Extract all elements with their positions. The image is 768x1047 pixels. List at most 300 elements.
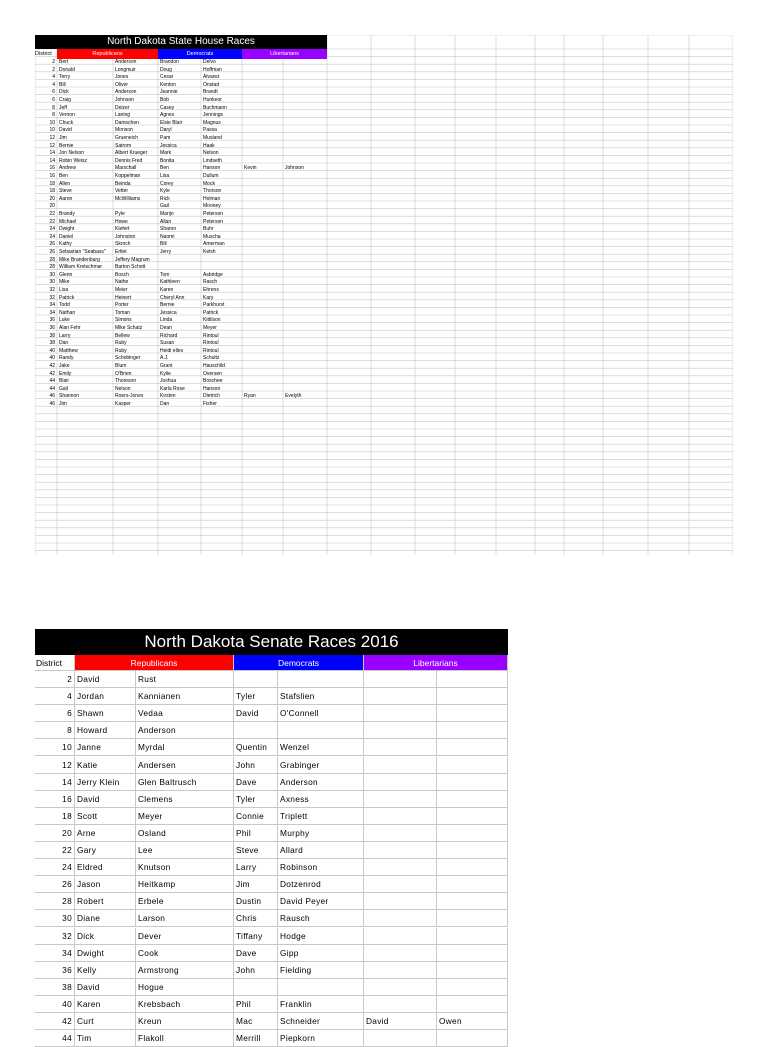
name-cell: Amerman: [203, 241, 225, 248]
name-cell: Nathan: [59, 309, 76, 316]
district-cell: 46: [49, 401, 55, 407]
name-cell: Jerry Klein: [75, 774, 136, 791]
house-header-district: District: [35, 51, 52, 57]
name-cell: Piepkorn: [278, 1030, 364, 1047]
name-cell: Kirsten: [160, 393, 176, 400]
district-cell: 44: [35, 1030, 75, 1047]
district-cell: 22: [49, 218, 55, 225]
name-cell: Buchmann: [203, 104, 227, 111]
table-row: [35, 279, 733, 287]
name-cell: Lindseth: [203, 157, 222, 164]
table-row: [35, 74, 733, 82]
district-cell: 24: [49, 226, 55, 233]
name-cell: Kittilson: [203, 317, 221, 324]
name-cell: Doug: [160, 66, 172, 73]
name-cell: Dean: [160, 325, 172, 331]
name-cell: Johnston: [115, 233, 136, 240]
table-row: [35, 127, 733, 135]
table-row: [35, 97, 733, 105]
name-cell: Jeff: [59, 104, 67, 111]
table-row: [35, 226, 733, 234]
name-cell: Craig: [59, 97, 71, 103]
name-cell: Alan Fehr: [59, 325, 81, 331]
name-cell: Dan: [59, 340, 69, 347]
name-cell: [364, 910, 437, 927]
district-cell: 22: [35, 842, 75, 859]
district-cell: 42: [49, 363, 55, 369]
district-cell: 14: [49, 150, 55, 157]
name-cell: Anderson: [115, 59, 137, 65]
name-cell: Bernie: [59, 142, 74, 149]
name-cell: Jessica: [160, 309, 177, 316]
table-row: [35, 158, 733, 166]
house-header-republicans: Republicans: [57, 49, 158, 59]
name-cell: Bellew: [115, 332, 130, 339]
district-cell: 18: [49, 188, 55, 195]
district-cell: 38: [49, 340, 55, 347]
name-cell: Anderson: [278, 774, 364, 791]
name-cell: [437, 893, 508, 910]
name-cell: Kylie: [160, 370, 171, 377]
name-cell: Fielding: [278, 962, 364, 979]
name-cell: Elsie Blair: [160, 119, 183, 126]
table-row: [35, 105, 733, 113]
name-cell: [278, 979, 364, 996]
name-cell: Steve: [234, 842, 278, 859]
name-cell: Flakoll: [136, 1030, 234, 1047]
name-cell: Nelson: [115, 385, 131, 392]
name-cell: Osland: [136, 825, 234, 842]
name-cell: Patrick: [203, 309, 219, 316]
name-cell: Hanson: [203, 165, 221, 172]
name-cell: Kreun: [136, 1013, 234, 1030]
name-cell: Quentin: [234, 739, 278, 756]
name-cell: [278, 722, 364, 739]
name-cell: Stafslien: [278, 688, 364, 705]
name-cell: [364, 1030, 437, 1047]
name-cell: Ben: [160, 165, 169, 172]
name-cell: [364, 774, 437, 791]
name-cell: Merrill: [234, 1030, 278, 1047]
table-row: [35, 264, 733, 272]
district-cell: 36: [49, 317, 55, 324]
name-cell: Jeffery Magrum: [115, 256, 150, 263]
district-cell: 36: [49, 325, 55, 331]
name-cell: Gipp: [278, 945, 364, 962]
name-cell: Rintoul: [203, 340, 219, 347]
district-cell: 32: [35, 928, 75, 945]
table-row: [35, 363, 733, 371]
table-row: [35, 257, 733, 265]
name-cell: Ben: [59, 173, 68, 179]
name-cell: Jon Nelson: [59, 150, 85, 157]
district-cell: 8: [52, 112, 55, 119]
name-cell: McWilliams: [115, 195, 141, 202]
table-row: [35, 181, 733, 189]
name-cell: Rintoul: [203, 347, 219, 354]
name-cell: Satrom: [115, 142, 132, 149]
district-cell: 20: [35, 825, 75, 842]
table-row: [35, 211, 733, 219]
name-cell: Matthew: [59, 347, 78, 354]
senate-title: North Dakota Senate Races 2016: [35, 629, 508, 655]
district-cell: 6: [52, 89, 55, 96]
district-cell: 16: [49, 173, 55, 179]
senate-header-district: District: [35, 655, 75, 671]
name-cell: Longmuir: [115, 66, 136, 73]
table-row: [35, 112, 733, 120]
name-cell: Larson: [136, 910, 234, 927]
name-cell: John: [234, 962, 278, 979]
name-cell: Vedaa: [136, 705, 234, 722]
district-cell: 38: [35, 979, 75, 996]
name-cell: Mooney: [203, 203, 221, 210]
name-cell: [364, 928, 437, 945]
name-cell: Kelly: [75, 962, 136, 979]
name-cell: Hanson: [203, 385, 221, 392]
name-cell: Tyler: [234, 791, 278, 808]
district-cell: 20: [49, 195, 55, 202]
name-cell: Mike Schatz: [115, 325, 143, 331]
name-cell: Sebastian "Seabass": [59, 249, 106, 255]
name-cell: [364, 962, 437, 979]
district-cell: 34: [35, 945, 75, 962]
name-cell: [437, 671, 508, 688]
table-row: [35, 196, 733, 204]
name-cell: Ryan: [244, 393, 256, 400]
table-row: [35, 393, 733, 401]
name-cell: Parkhurst: [203, 302, 225, 309]
name-cell: Kelsh: [203, 249, 216, 255]
name-cell: Jordan: [75, 688, 136, 705]
name-cell: Owen: [437, 1013, 508, 1030]
district-cell: 14: [35, 774, 75, 791]
name-cell: Armstrong: [136, 962, 234, 979]
name-cell: [437, 910, 508, 927]
name-cell: Grant: [160, 363, 173, 369]
name-cell: Jones: [115, 74, 129, 81]
name-cell: Brandon: [160, 59, 179, 65]
name-cell: [437, 808, 508, 825]
name-cell: Karen: [75, 996, 136, 1013]
table-row: [35, 143, 733, 151]
name-cell: David: [75, 671, 136, 688]
name-cell: Oversen: [203, 370, 222, 377]
name-cell: David: [75, 979, 136, 996]
name-cell: Delzer: [115, 104, 130, 111]
name-cell: Dietrich: [203, 393, 220, 400]
name-cell: Dennis Fred: [115, 157, 143, 164]
district-cell: 30: [35, 910, 75, 927]
name-cell: [437, 842, 508, 859]
name-cell: Allan: [160, 218, 172, 225]
name-cell: Heitkamp: [136, 876, 234, 893]
name-cell: Dave: [234, 945, 278, 962]
table-row: [35, 287, 733, 295]
name-cell: Rasch: [203, 279, 218, 286]
name-cell: Dullum: [203, 173, 219, 179]
district-cell: 12: [35, 757, 75, 774]
district-cell: 28: [49, 256, 55, 263]
name-cell: Musland: [203, 135, 222, 141]
name-cell: Jim: [59, 401, 67, 407]
name-cell: [437, 1030, 508, 1047]
name-cell: Dick: [59, 89, 69, 96]
name-cell: Agnes: [160, 112, 175, 119]
name-cell: [437, 722, 508, 739]
name-cell: Heinert: [115, 294, 132, 301]
name-cell: Hogue: [136, 979, 234, 996]
name-cell: [437, 859, 508, 876]
district-cell: 38: [49, 332, 55, 339]
name-cell: O'Brien: [115, 370, 132, 377]
district-cell: 36: [35, 962, 75, 979]
table-row: [35, 203, 733, 211]
name-cell: Shawn: [75, 705, 136, 722]
name-cell: Larry: [59, 332, 71, 339]
table-row: [35, 348, 733, 356]
district-cell: 2: [35, 671, 75, 688]
district-cell: 34: [49, 309, 55, 316]
name-cell: Kiefert: [115, 226, 130, 233]
district-cell: 42: [49, 370, 55, 377]
name-cell: [437, 774, 508, 791]
name-cell: Franklin: [278, 996, 364, 1013]
name-cell: Tim: [75, 1030, 136, 1047]
table-row: [35, 165, 733, 173]
senate-header-democrats: Democrats: [234, 655, 364, 671]
name-cell: Onstad: [203, 81, 220, 88]
name-cell: Dick: [75, 928, 136, 945]
name-cell: [437, 979, 508, 996]
name-cell: Kenton: [160, 81, 176, 88]
district-cell: 16: [49, 165, 55, 172]
name-cell: Dan: [160, 401, 170, 407]
name-cell: A.J.: [160, 355, 169, 362]
district-cell: 8: [35, 722, 75, 739]
table-row: [35, 150, 733, 158]
name-cell: Cook: [136, 945, 234, 962]
name-cell: Roers-Jones: [115, 393, 144, 400]
name-cell: Peterson: [203, 218, 224, 225]
table-row: [35, 272, 733, 280]
name-cell: Dotzenrod: [278, 876, 364, 893]
name-cell: David Peyer: [278, 893, 364, 910]
name-cell: Jim: [59, 135, 67, 141]
name-cell: Blum: [115, 363, 127, 369]
name-cell: Schobinger: [115, 355, 141, 362]
district-cell: 10: [35, 739, 75, 756]
name-cell: Skroch: [115, 241, 131, 248]
district-cell: 24: [49, 233, 55, 240]
name-cell: Susan: [160, 340, 175, 347]
name-cell: Meyer: [136, 808, 234, 825]
name-cell: Katie: [75, 757, 136, 774]
name-cell: Linda: [160, 317, 173, 324]
name-cell: Andrew: [59, 165, 76, 172]
name-cell: [364, 808, 437, 825]
district-cell: 30: [49, 271, 55, 278]
name-cell: [364, 739, 437, 756]
name-cell: Mike: [59, 279, 70, 286]
name-cell: Brandy: [59, 211, 75, 217]
name-cell: Bosch: [115, 271, 129, 278]
name-cell: Grabinger: [278, 757, 364, 774]
name-cell: Beinda: [115, 180, 131, 187]
name-cell: Kathleen: [160, 279, 180, 286]
table-row: [35, 378, 733, 386]
name-cell: Rick: [160, 195, 170, 202]
name-cell: Howard: [75, 722, 136, 739]
name-cell: Pam: [160, 135, 171, 141]
name-cell: [364, 791, 437, 808]
name-cell: Dave: [234, 774, 278, 791]
name-cell: Jerry: [160, 249, 172, 255]
name-cell: Fisher: [203, 401, 217, 407]
district-cell: 22: [49, 211, 55, 217]
name-cell: Schultz: [203, 355, 220, 362]
name-cell: Kary: [203, 294, 214, 301]
name-cell: Albert Krueger: [115, 150, 148, 157]
name-cell: Axness: [278, 791, 364, 808]
name-cell: Randy: [59, 355, 74, 362]
name-cell: Thorson: [203, 188, 222, 195]
name-cell: Andersen: [136, 757, 234, 774]
name-cell: Robin Weisz: [59, 157, 87, 164]
name-cell: O'Connell: [278, 705, 364, 722]
name-cell: Tiffany: [234, 928, 278, 945]
district-cell: 40: [49, 347, 55, 354]
name-cell: Dustin: [234, 893, 278, 910]
name-cell: David: [364, 1013, 437, 1030]
name-cell: Todd: [59, 302, 70, 309]
table-row: [35, 120, 733, 128]
district-cell: 28: [49, 264, 55, 271]
district-cell: 4: [35, 688, 75, 705]
name-cell: Schneider: [278, 1013, 364, 1030]
name-cell: [364, 705, 437, 722]
name-cell: Donald: [59, 66, 75, 73]
name-cell: Gail: [59, 385, 68, 392]
name-cell: Delvo: [203, 59, 216, 65]
district-cell: 16: [35, 791, 75, 808]
name-cell: Bill: [59, 81, 66, 88]
district-cell: 6: [35, 705, 75, 722]
name-cell: Phil: [234, 825, 278, 842]
table-row: [35, 234, 733, 242]
name-cell: Lee: [136, 842, 234, 859]
name-cell: Ertlet: [115, 249, 127, 255]
table-row: [35, 219, 733, 227]
name-cell: Glenn: [59, 271, 73, 278]
name-cell: Bert: [59, 59, 69, 65]
name-cell: Daniel: [59, 233, 74, 240]
name-cell: Joshua: [160, 378, 177, 385]
name-cell: Nelson: [203, 150, 219, 157]
name-cell: Gail: [160, 203, 169, 210]
name-cell: Diane: [75, 910, 136, 927]
table-row: [35, 401, 733, 409]
district-cell: 20: [49, 203, 55, 210]
district-cell: 28: [35, 893, 75, 910]
name-cell: Monson: [115, 127, 133, 134]
name-cell: [364, 688, 437, 705]
name-cell: Kannianen: [136, 688, 234, 705]
name-cell: Casey: [160, 104, 175, 111]
name-cell: Shannon: [59, 393, 80, 400]
name-cell: Scott: [75, 808, 136, 825]
name-cell: Hodge: [278, 928, 364, 945]
name-cell: Simons: [115, 317, 132, 324]
table-row: [35, 325, 733, 333]
name-cell: Pyle: [115, 211, 125, 217]
name-cell: Haak: [203, 142, 215, 149]
name-cell: Toman: [115, 309, 131, 316]
name-cell: Evelyth: [285, 393, 302, 400]
name-cell: Knutson: [136, 859, 234, 876]
name-cell: Jessica: [160, 142, 177, 149]
name-cell: Tom: [160, 271, 170, 278]
name-cell: Richard: [160, 332, 178, 339]
name-cell: Rausch: [278, 910, 364, 927]
name-cell: Kasper: [115, 401, 131, 407]
name-cell: Luke: [59, 317, 70, 324]
district-cell: 26: [49, 249, 55, 255]
district-cell: 34: [49, 302, 55, 309]
name-cell: Blair: [59, 378, 70, 385]
name-cell: Erbele: [136, 893, 234, 910]
name-cell: Dever: [136, 928, 234, 945]
name-cell: Cheryl Ann: [160, 294, 185, 301]
name-cell: [437, 928, 508, 945]
senate-header-republicans: Republicans: [75, 655, 234, 671]
name-cell: Peterson: [203, 211, 224, 217]
table-row: [35, 333, 733, 341]
table-row: [35, 340, 733, 348]
name-cell: Dwight: [59, 226, 75, 233]
name-cell: Ruby: [115, 347, 127, 354]
name-cell: Porter: [115, 302, 129, 309]
name-cell: Murphy: [278, 825, 364, 842]
table-row: [35, 135, 733, 143]
name-cell: Ruby: [115, 340, 127, 347]
name-cell: Rust: [136, 671, 234, 688]
district-cell: 46: [49, 393, 55, 400]
table-row: [35, 173, 733, 181]
name-cell: [364, 757, 437, 774]
name-cell: [234, 979, 278, 996]
table-row: [35, 188, 733, 196]
name-cell: Johnson: [285, 165, 304, 172]
senate-header-libertarians: Libertarians: [364, 655, 508, 671]
name-cell: Allard: [278, 842, 364, 859]
name-cell: Clemens: [136, 791, 234, 808]
name-cell: [364, 842, 437, 859]
name-cell: Chris: [234, 910, 278, 927]
table-row: [35, 249, 733, 257]
name-cell: Bob: [160, 97, 169, 103]
name-cell: [437, 688, 508, 705]
name-cell: David: [75, 791, 136, 808]
district-cell: 10: [49, 119, 55, 126]
house-header-libertarians: Libertarians: [242, 49, 327, 59]
name-cell: Boschee: [203, 378, 223, 385]
name-cell: Larry: [234, 859, 278, 876]
name-cell: Glen Baltrusch: [136, 774, 234, 791]
name-cell: Brandt: [203, 89, 218, 96]
name-cell: [234, 722, 278, 739]
district-cell: 40: [49, 355, 55, 362]
